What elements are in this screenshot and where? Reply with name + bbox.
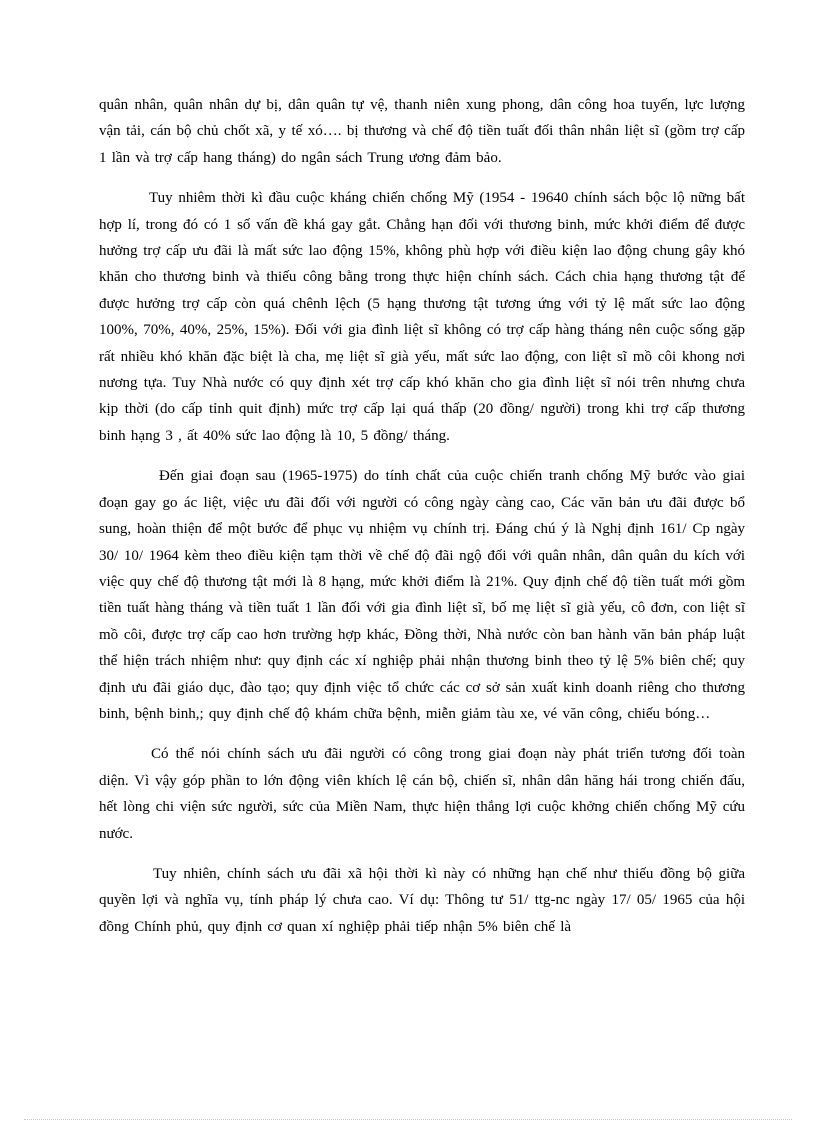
paragraph-1: quân nhân, quân nhân dự bị, dân quân tự vệ, thanh niên xung phong, dân công hoa tuyến, lực lượng vận tải, cán bộ chủ chốt xã, y tế xó…. bị thương và chế độ tiền tuất đối thân nhân liệt sĩ (gồm trợ cấp 1 lần và trợ cấp hang tháng) do ngân sách Trung ương đảm bảo. <box>99 97 745 166</box>
page-bottom-divider <box>24 1119 792 1120</box>
paragraph-5: Tuy nhiên, chính sách ưu đãi xã hội thời kì này có những hạn chế như thiếu đồng bộ giữa quyền lợi và nghĩa vụ, tính pháp lý chưa cao. Ví dụ: Thông tư 51/ ttg-nc ngày 17/ 05/ 1965 của hội đồng Chính phủ, quy định cơ quan xí nghiệp phải tiếp nhận 5% biên chế là <box>99 865 745 935</box>
paragraph-2: Tuy nhiêm thời kì đầu cuộc kháng chiến chống Mỹ (1954 - 19640 chính sách bộc lộ nững bất hợp lí, trong đó có 1 số vấn đề khá gay gắt. Chẳng hạn đối với thương binh, mức khởi điểm để được hưởng trợ cấp ưu đãi là mất sức lao động 15%, không phù hợp với điều kiện lao động chung gây khó khăn cho thương binh và thiếu công bằng trong thực hiện chính sách. Cách chia hạng thương tật để được hưởng trợ cấp còn quá chênh lệch (5 hạng thương tật tương ứng với tỷ lệ mất sức lao động 100%, 70%, 40%, 25%, 15%). Đối với gia đình liệt sĩ không có trợ cấp hàng tháng nên cuộc sống gặp rất nhiều khó khăn đặc biệt là cha, mẹ liệt sĩ già yếu, mất sức lao động, con liệt sĩ mồ côi khong nơi nương tựa. Tuy Nhà nước có quy định xét trợ cấp khó khăn cho gia đình liệt sĩ nói trên nhưng chưa kịp thời (do cấp tỉnh quit định) mức trợ cấp lại quá thấp (20 đồng/ người) trong khi trợ cấp thương binh hạng 3 , ất 40% sức lao động là 10, 5 đồng/ tháng. <box>99 190 745 444</box>
paragraph-3: Đến giai đoạn sau (1965-1975) do tính chất của cuộc chiến tranh chống Mỹ bước vào giai đoạn gay go ác liệt, việc ưu đãi đối với người có công ngày càng cao, Các văn bản ưu đãi được bổ sung, hoàn thiện để một bước để phục vụ nhiệm vụ chính trị. Đáng chú ý là Nghị định 161/ Cp ngày 30/ 10/ 1964 kèm theo điều kiện tạm thời về chế độ đãi ngộ đối với quân nhân, dân quân du kích với việc quy chế độ thương tật mới là 8 hạng, mức khởi điểm là 21%. Quy định chế độ tiền tuất mới gồm tiền tuất hàng tháng và tiền tuất 1 lần đối với gia đình liệt sĩ, bố mẹ liệt sĩ già yếu, cô đơn, con liệt sĩ mồ côi, được trợ cấp cao hơn trường hợp khác, Đồng thời, Nhà nước còn ban hành văn bản pháp luật thể hiện trách nhiệm như: quy định các xí nghiệp phải nhận thương binh theo tỷ lệ 5% biên chế; quy định ưu đãi giáo dục, đào tạo; quy định việc tổ chức các cơ sở sản xuất kinh doanh riêng cho thương binh, bệnh binh,; quy định chế độ khám chữa bệnh, miễn giảm tàu xe, vé văn công, chiếu bóng… <box>99 468 745 722</box>
paragraph-4: Có thể nói chính sách ưu đãi người có công trong giai đoạn này phát triển tương đối toàn diện. Vì vậy góp phần to lớn động viên khích lệ cán bộ, chiến sĩ, nhân dân hăng hái trong chiến đấu, hết lòng chi viện sức người, sức của Miền Nam, thực hiện thắng lợi cuộc khởng chiến chống Mỹ cứu nước. <box>99 746 745 842</box>
document-body <box>99 92 745 940</box>
